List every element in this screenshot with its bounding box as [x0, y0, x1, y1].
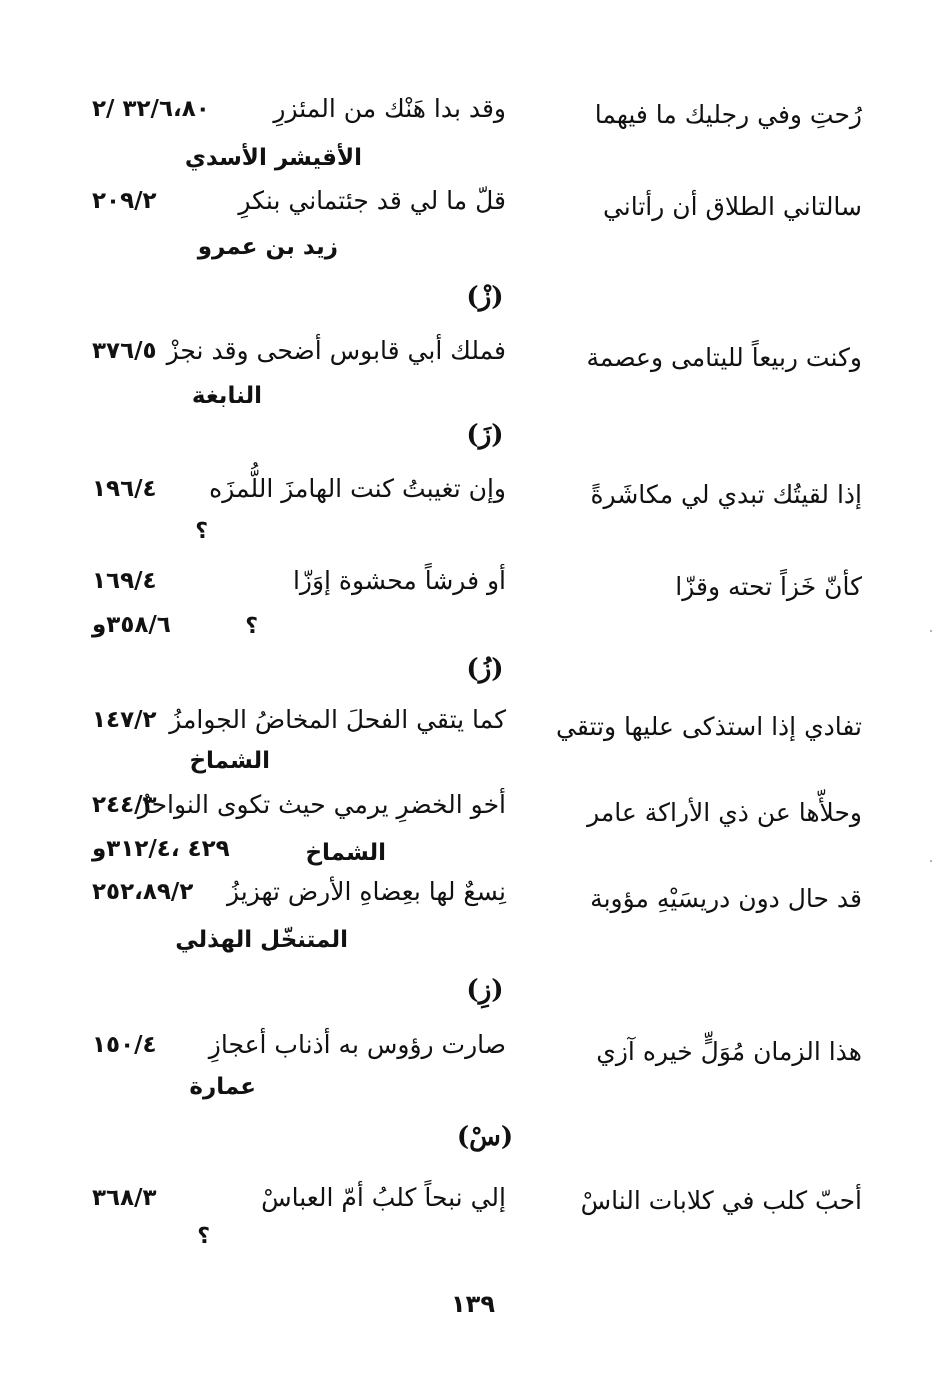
verse-first-hemistich: كأنّ خَزاً تحته وقزّا: [675, 572, 862, 601]
verse-first-hemistich: سالتاني الطلاق أن رأتاني: [602, 192, 862, 221]
scan-speck: [930, 860, 932, 862]
poet-name: عمارة: [189, 1074, 256, 1100]
verse-second-hemistich: أخو الخضرِ يرمي حيث تكوى النواحزُ: [137, 790, 506, 819]
verse-first-hemistich: تفادي إذا استذكى عليها وتتقي: [556, 712, 862, 741]
verse-second-hemistich: كما يتقي الفحلَ المخاضُ الجوامزُ: [169, 705, 506, 734]
reference: ٢٠٩/٢: [92, 188, 157, 214]
verse-first-hemistich: قد حال دون دريسَيْهِ مؤوبة: [590, 884, 862, 913]
reference: ١٤٧/٢: [92, 707, 157, 733]
reference: ١٥٠/٤: [92, 1032, 157, 1058]
section-letter: (سْ): [456, 1122, 514, 1152]
poet-name: الشماخ: [305, 840, 386, 866]
poet-name: زيد بن عمرو: [197, 234, 338, 260]
verse-first-hemistich: وحلأّها عن ذي الأراكة عامر: [587, 798, 862, 827]
verse-second-hemistich: أو فرشاً محشوة إوَزّا: [292, 566, 506, 595]
reference: ٣٧٦/٥: [92, 338, 157, 364]
verse-second-hemistich: صارت رؤوس به أذناب أعجازِ: [208, 1030, 506, 1059]
reference: ٣٦٨/٣: [92, 1185, 157, 1211]
poet-unknown-mark: ؟: [197, 1224, 210, 1249]
verse-second-hemistich: فملك أبي قابوس أضحى وقد نجزْ: [166, 336, 506, 365]
poet-unknown-mark: ؟: [195, 519, 208, 544]
verse-first-hemistich: هذا الزمان مُوَلٍّ خيره آزي: [596, 1037, 862, 1066]
verse-second-hemistich: قلّ ما لي قد جئتماني بنكرِ: [238, 186, 506, 215]
verse-second-hemistich: إلي نبحاً كلبُ أمّ العباسْ: [261, 1183, 506, 1212]
poet-name: الشماخ: [189, 748, 270, 774]
poet-unknown-mark: ؟: [245, 614, 258, 639]
verse-second-hemistich: نِسعٌ لها بعِضاهِ الأرض تهزيزُ: [226, 877, 506, 906]
poet-name: الأقيشر الأسدي: [184, 145, 362, 171]
reference: ٢٥٢،٨٩/٢: [92, 879, 194, 905]
reference-secondary: ٤٢٩ ،٣١٢/٤و: [92, 836, 230, 862]
reference: ١٦٩/٤: [92, 568, 157, 594]
reference-secondary: ٣٥٨/٦و: [92, 612, 171, 638]
reference: ٢٤٤/٣: [92, 792, 157, 818]
page-number: ١٣٩: [451, 1290, 495, 1318]
verse-second-hemistich: وقد بدا هَنْك من المئزرِ: [273, 94, 506, 123]
verse-first-hemistich: أحبّ كلب في كلابات الناسْ: [580, 1186, 862, 1215]
verse-first-hemistich: إذا لقيتُك تبدي لي مكاشَرةً: [590, 480, 862, 509]
verse-second-hemistich: وإن تغيبتُ كنت الهامزَ اللُّمزَه: [209, 474, 506, 503]
section-letter: (زُ): [466, 654, 504, 684]
section-letter: (زْ): [466, 282, 504, 312]
verse-first-hemistich: رُحتِ وفي رجليك ما فيهما: [594, 100, 862, 129]
verse-first-hemistich: وكنت ربيعاً لليتامى وعصمة: [586, 343, 862, 372]
reference: ١٩٦/٤: [92, 476, 157, 502]
section-letter: (زِ): [466, 975, 504, 1005]
scan-speck: [930, 630, 932, 632]
reference: ٣٢/٦،٨٠ /٢: [92, 96, 210, 122]
section-letter: (زَ): [466, 420, 504, 450]
poet-name: المتنخّل الهذلي: [175, 927, 348, 953]
poet-name: النابغة: [191, 383, 262, 409]
